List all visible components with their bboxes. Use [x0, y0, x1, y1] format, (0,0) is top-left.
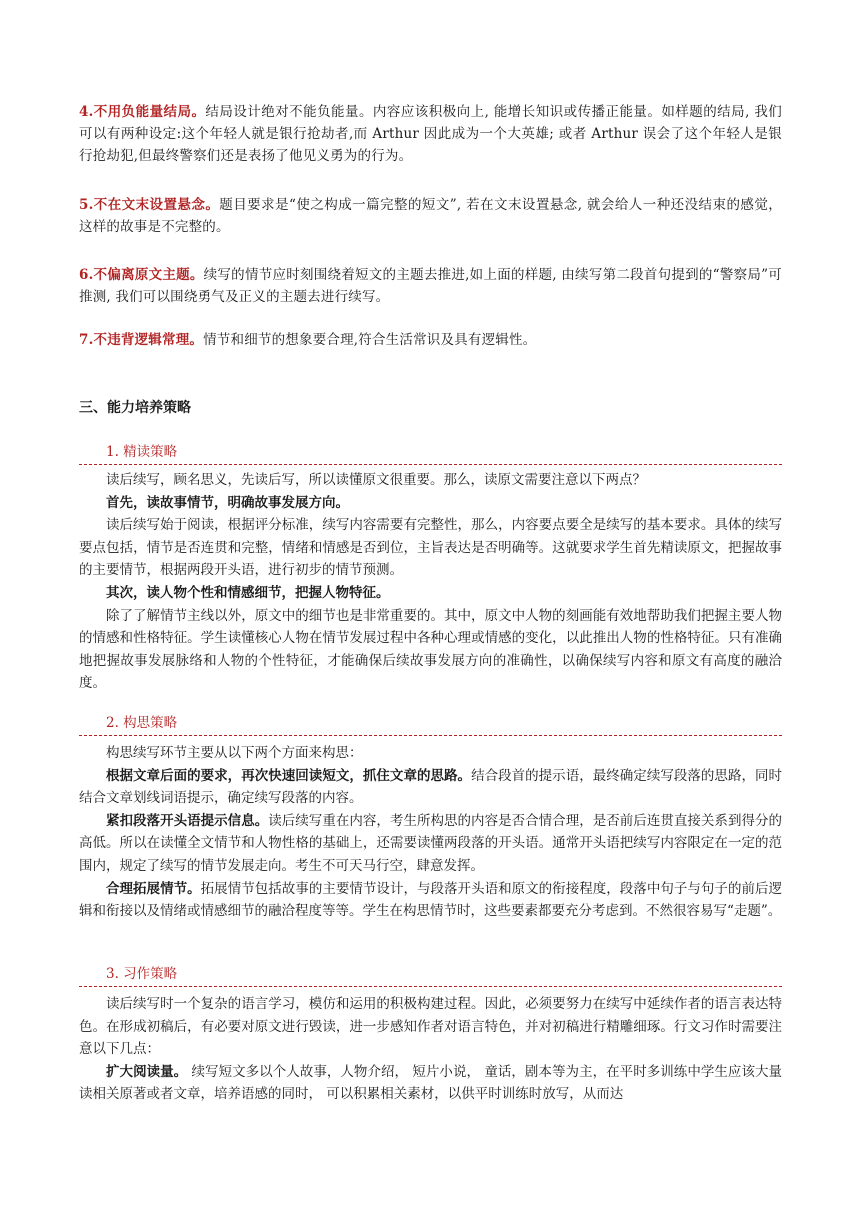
bold-point: 首先，读故事情节，明确故事发展方向。 — [106, 494, 349, 511]
principle-text: 续写的情节应时刻围绕着短文的主题去推进,如上面的样题, 由续写第二段首句提到的“警察局”可推测, 我们可以围绕勇气及正义的主题去进行续写。 — [79, 267, 782, 305]
subsection-title: 2. 构思策略 — [106, 715, 178, 731]
subsection-header-planning — [79, 709, 782, 736]
subsection-header-writing — [79, 960, 782, 987]
principle-text: 题目要求是“使之构成一篇完整的短文”, 若在文末设置悬念, 就会给人一种还没结束的感觉，这样的故事是不完整的。 — [79, 197, 782, 235]
bold-lead: 扩大阅读量。 — [106, 1063, 188, 1080]
principle-text: 情节和细节的想象要合理,符合生活常识及具有逻辑性。 — [203, 332, 537, 348]
paragraph: 构思续写环节主要从以下两个方面来构思： — [106, 745, 363, 761]
principle-title: 6.不偏离原文主题。 — [79, 267, 204, 283]
paragraph-text: 读后续写重在内容，考生所构思的内容是否合情合理，是否前后连贯直接关系到得分的高低。所以在读懂全文情节和人物性格的基础上，还需要读懂两段落的开头语。通常开头语把续写内容限定在一定的范围内，规定了续写的情节发展走向。考生不可天马行空，肆意发挥。 — [79, 812, 783, 874]
subsection-title: 3. 习作策略 — [106, 966, 178, 982]
bold-lead: 紧扣段落开头语提示信息。 — [106, 812, 269, 829]
subsection-title: 1. 精读策略 — [106, 444, 178, 460]
paragraph-text: 续写短文多以个人故事，人物介绍， 短片小说， 童话，剧本等为主，在平时多训练中学生应该大量读相关原著或者文章，培养语感的同时， 可以积累相关素材，以供平时训练时放写，从而达 — [79, 1063, 783, 1103]
paragraph — [79, 810, 782, 878]
principle-7 — [79, 329, 782, 351]
bold-lead: 根据文章后面的要求，再次快速回读短文，抓住文章的思路。 — [106, 767, 472, 784]
principle-text: 结局设计绝对不能负能量。内容应该积极向上, 能增长知识或传播正能量。如样题的结局, 我们可以有两种设定:这个年轻人就是银行抢劫者,而 Arthur 因此成为一个大英雄; 或者 Arthur 误会了这个年轻人是银行抢劫犯,但最终警察们还是表扬了他见义勇为的行为。 — [79, 104, 782, 164]
paragraph — [79, 1061, 782, 1106]
principle-6 — [79, 264, 782, 308]
paragraph: 读后续写，顾名思义，先读后写，所以读懂原文很重要。那么，读原文需要注意以下两点？ — [106, 472, 646, 488]
paragraph — [79, 878, 782, 923]
principle-title: 5.不在文末设置悬念。 — [79, 197, 220, 213]
subsection-header-reading — [79, 438, 782, 465]
principle-5 — [79, 194, 782, 238]
paragraph: 读后续写始于阅读，根据评分标准，续写内容需要有完整性，那么，内容要点要全是续写的基本要求。具体的续写要点包括，情节是否连贯和完整，情绪和情感是否到位，主旨表达是否明确等。这就要求学生首先精读原文，把握故事的主要情节，根据两段开头语，进行初步的情节预测。 — [79, 517, 782, 579]
paragraph: 除了了解情节主线以外，原文中的细节也是非常重要的。其中，原文中人物的刻画能有效地帮助我们把握主要人物的情感和性格特征。学生读懂核心人物在情节发展过程中各种心理或情感的变化，以此推出人物的性格特征。只有准确地把握故事发展脉络和人物的个性特征，才能确保后续故事发展方向的准确性，以确保续写内容和原文有高度的融洽度。 — [79, 607, 782, 692]
paragraph: 读后续写时一个复杂的语言学习，模仿和运用的积极构建过程。因此，必须要努力在续写中延续作者的语言表达特色。在形成初稿后，有必要对原文进行毁读，进一步感知作者对语言特色，并对初稿进行精雕细琢。行文习作时需要注意以下几点： — [79, 996, 782, 1058]
section-heading: 三、能力培养策略 — [79, 400, 191, 416]
bold-point: 其次，读人物个性和情感细节，把握人物特征。 — [106, 584, 390, 601]
writing-strategy-body — [79, 993, 782, 1106]
bold-lead: 合理拓展情节。 — [106, 880, 201, 897]
principle-title: 4.不用负能量结局。 — [79, 104, 206, 120]
principle-4 — [79, 101, 782, 167]
planning-strategy-body — [79, 742, 782, 923]
paragraph-text: 结合段首的提示语，最终确定续写段落的思路，同时结合文章划线词语提示，确定续写段落的内容。 — [79, 767, 783, 807]
reading-strategy-body — [79, 469, 782, 695]
paragraph-text: 拓展情节包括故事的主要情节设计，与段落开头语和原文的衔接程度，段落中句子与句子的前后逻辑和衔接以及情绪或情感细节的融洽程度等等。学生在构思情节时，这些要素都要充分考虑到。不然很容易写“走题”。 — [79, 880, 783, 920]
paragraph — [79, 765, 782, 810]
principle-title: 7.不违背逻辑常理。 — [79, 332, 204, 348]
